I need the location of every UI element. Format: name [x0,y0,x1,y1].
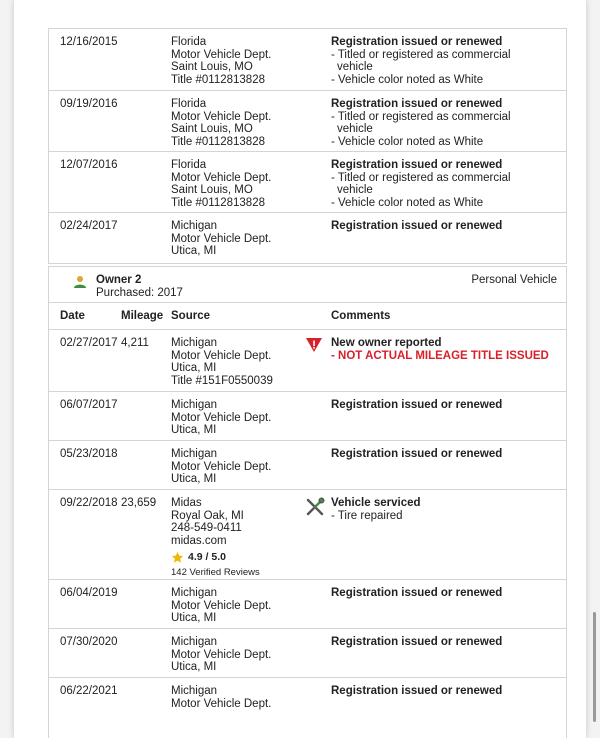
source-line: Saint Louis, MO [171,184,253,196]
owner1-history-table [48,28,567,264]
shop-website-link[interactable]: midas.com [171,534,227,547]
source-cell [171,98,303,151]
tools-icon [305,497,325,517]
source-cell [171,587,303,628]
comment-cell [331,399,566,440]
comment-line: vehicle [337,123,373,135]
table-row [49,151,566,212]
owner2-history-table [48,302,567,738]
comment-title: Vehicle serviced [331,497,421,509]
date-cell: 02/24/2017 [60,220,118,232]
source-line: Title #0112813828 [171,73,265,86]
source-line: Motor Vehicle Dept. [171,697,272,710]
source-line: Saint Louis, MO [171,123,253,135]
comment-title: Registration issued or renewed [331,36,503,48]
date-cell: 06/22/2021 [60,685,118,697]
comment-line: - Vehicle color noted as White [331,73,484,86]
mileage-cell [121,685,171,717]
source-line: Utica, MI [171,661,217,673]
mileage-cell: 23,659 [121,497,157,509]
source-cell [171,399,303,440]
source-line: Michigan [171,685,218,697]
vehicle-type: Personal Vehicle [471,274,557,286]
source-line: Florida [171,98,207,110]
source-line: Utica, MI [171,245,217,257]
comment-line: - Titled or registered as commercial [331,171,511,184]
comment-line: - Tire repaired [331,509,403,522]
source-cell [171,448,303,489]
date-cell: 06/07/2017 [60,399,118,411]
source-line: Motor Vehicle Dept. [171,460,272,473]
source-line: Utica, MI [171,473,217,485]
source-line: Florida [171,159,207,171]
comment-title: Registration issued or renewed [331,448,503,460]
owner-purchased: Purchased: 2017 [96,287,183,299]
source-line: Michigan [171,636,218,648]
reviews-link[interactable]: 142 Verified Reviews [171,567,260,578]
source-cell [171,337,303,391]
comment-title: Registration issued or renewed [331,159,503,171]
source-cell [171,36,303,90]
date-cell: 05/23/2018 [60,448,118,460]
mileage-cell [121,448,171,489]
comment-cell [331,220,566,263]
source-line: Midas [171,497,202,509]
mileage-cell [121,98,171,151]
table-row [49,677,566,717]
scrollbar[interactable] [593,612,596,722]
date-cell: 09/22/2018 [60,497,118,509]
source-cell [171,685,303,717]
owner-header [48,266,567,302]
source-line: Motor Vehicle Dept. [171,411,272,424]
date-cell: 12/07/2016 [60,159,118,171]
star-icon [171,551,184,564]
person-icon [73,275,87,289]
owner-name: Owner 2 [96,274,142,286]
source-line: Title #0112813828 [171,135,265,148]
table-row [49,628,566,677]
comment-cell [331,36,566,90]
comment-cell [331,497,566,579]
mileage-cell [121,36,171,90]
mileage-cell [121,636,171,677]
source-line: Florida [171,36,207,48]
comment-cell [331,337,566,391]
source-line: Utica, MI [171,424,217,436]
source-cell [171,220,303,263]
table-header [49,302,566,330]
table-row [49,90,566,151]
mileage-cell [121,399,171,440]
comment-line: - Vehicle color noted as White [331,135,484,148]
source-cell [171,159,303,212]
comment-title: Registration issued or renewed [331,685,503,697]
shop-rating [171,551,303,564]
header-source: Source [171,310,210,322]
comment-cell [331,685,566,717]
mileage-cell [121,159,171,212]
source-line: Motor Vehicle Dept. [171,349,272,362]
source-line: Motor Vehicle Dept. [171,48,272,61]
source-cell [171,636,303,677]
table-row [49,212,566,263]
date-cell: 12/16/2015 [60,36,118,48]
source-line: Utica, MI [171,362,217,374]
source-line: Title #0112813828 [171,196,265,209]
table-row [49,440,566,489]
comment-cell [331,587,566,628]
source-line: Motor Vehicle Dept. [171,232,272,245]
rating-value: 4.9 / 5.0 [188,551,226,564]
source-line: Motor Vehicle Dept. [171,171,272,184]
comment-title: New owner reported [331,337,442,349]
table-row [49,579,566,628]
source-line: Michigan [171,399,218,411]
table-row [49,330,566,391]
comment-cell [331,98,566,151]
source-line: 248-549-0411 [171,522,242,534]
comment-title: Registration issued or renewed [331,220,503,232]
source-line: Royal Oak, MI [171,509,244,522]
comment-title: Registration issued or renewed [331,399,503,411]
header-date: Date [60,310,85,322]
comment-cell [331,159,566,212]
table-row [49,29,566,90]
mileage-cell [121,220,171,263]
comment-line: - Titled or registered as commercial [331,110,511,123]
source-line: Michigan [171,337,218,349]
comment-title: Registration issued or renewed [331,98,503,110]
source-line: Motor Vehicle Dept. [171,599,272,612]
source-line: Michigan [171,448,218,460]
source-line: Title #151F0550039 [171,374,273,387]
report-page [14,0,586,738]
source-cell [171,497,303,579]
mileage-cell: 4,211 [121,337,149,349]
source-line: Motor Vehicle Dept. [171,648,272,661]
comment-title: Registration issued or renewed [331,636,503,648]
table-row [49,489,566,579]
comment-line: - Titled or registered as commercial [331,48,511,61]
comment-cell [331,636,566,677]
comment-line: - Vehicle color noted as White [331,196,484,209]
header-comments: Comments [331,310,391,322]
source-line: Michigan [171,587,218,599]
source-line: Utica, MI [171,612,217,624]
comment-cell [331,448,566,489]
date-cell: 02/27/2017 [60,337,118,349]
comment-line: vehicle [337,61,373,73]
comment-title: Registration issued or renewed [331,587,503,599]
mileage-cell [121,587,171,628]
source-line: Saint Louis, MO [171,61,253,73]
warning-icon [305,337,323,353]
source-line: Michigan [171,220,218,232]
mileage-warning: - NOT ACTUAL MILEAGE TITLE ISSUED [331,349,549,362]
date-cell: 06/04/2019 [60,587,118,599]
source-line: Motor Vehicle Dept. [171,110,272,123]
date-cell: 09/19/2016 [60,98,118,110]
date-cell: 07/30/2020 [60,636,118,648]
header-mileage: Mileage [121,310,164,322]
table-row [49,391,566,440]
comment-line: vehicle [337,184,373,196]
